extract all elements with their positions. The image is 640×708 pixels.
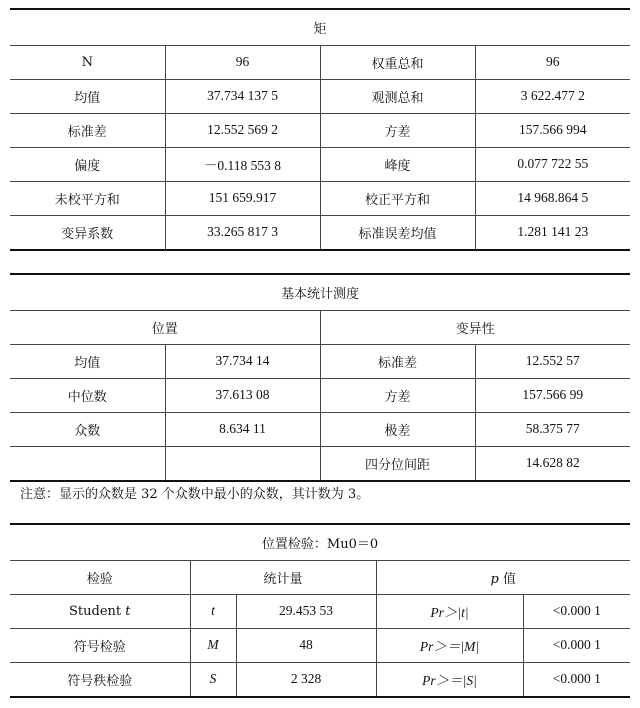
cell: 37.734 14	[165, 344, 320, 378]
header-stat: 统计量	[190, 560, 376, 594]
cell: 权重总和	[320, 45, 475, 79]
cell: 峰度	[320, 147, 475, 181]
header-location: 位置	[10, 310, 320, 344]
location-test-table	[10, 523, 630, 698]
cell: 均值	[10, 344, 165, 378]
cell	[10, 446, 165, 481]
cell: 12.552 569 2	[165, 113, 320, 147]
header-p-label: p	[490, 571, 499, 587]
moments-title: 矩	[10, 9, 630, 45]
cell: 8.634 11	[165, 412, 320, 446]
test-symbol: M	[190, 628, 236, 662]
cell: 变异系数	[10, 215, 165, 250]
cell: 37.613 08	[165, 378, 320, 412]
p-label: Pr＞|t|	[376, 594, 523, 628]
p-label: Pr＞＝|M|	[376, 628, 523, 662]
cell: 校正平方和	[320, 181, 475, 215]
cell: 未校平方和	[10, 181, 165, 215]
test-value: 48	[236, 628, 376, 662]
cell: 均值	[10, 79, 165, 113]
cell: 中位数	[10, 378, 165, 412]
test-symbol: S	[190, 662, 236, 697]
cell: －0.118 553 8	[165, 147, 320, 181]
cell: 观测总和	[320, 79, 475, 113]
cell: 3 622.477 2	[475, 79, 630, 113]
moments-table	[10, 8, 630, 251]
cell: 方差	[320, 378, 475, 412]
cell: 14.628 82	[475, 446, 630, 481]
location-test-title: 位置检验：Mu0＝0	[10, 524, 630, 560]
basic-stats-title: 基本统计测度	[10, 274, 630, 310]
cell: 157.566 99	[475, 378, 630, 412]
cell: 标准差	[10, 113, 165, 147]
cell: 12.552 57	[475, 344, 630, 378]
cell: 标准误差均值	[320, 215, 475, 250]
cell: 众数	[10, 412, 165, 446]
cell: 58.375 77	[475, 412, 630, 446]
basic-stats-table	[10, 273, 630, 482]
cell: 33.265 817 3	[165, 215, 320, 250]
cell: 极差	[320, 412, 475, 446]
p-value: <0.000 1	[523, 662, 630, 697]
cell: 偏度	[10, 147, 165, 181]
header-p: p 值	[376, 560, 630, 594]
p-value: <0.000 1	[523, 628, 630, 662]
test-name: 符号秩检验	[10, 662, 190, 697]
test-value: 2 328	[236, 662, 376, 697]
test-name: Student t	[10, 594, 190, 628]
test-name: 符号检验	[10, 628, 190, 662]
cell: 1.281 141 23	[475, 215, 630, 250]
header-variability: 变异性	[320, 310, 630, 344]
p-label: Pr＞＝|S|	[376, 662, 523, 697]
cell: 96	[165, 45, 320, 79]
cell: 151 659.917	[165, 181, 320, 215]
cell: 96	[475, 45, 630, 79]
header-test: 检验	[10, 560, 190, 594]
cell: 14 968.864 5	[475, 181, 630, 215]
p-value: <0.000 1	[523, 594, 630, 628]
cell: 四分位间距	[320, 446, 475, 481]
cell: N	[10, 45, 165, 79]
mode-note: 注意：显示的众数是 32 个众数中最小的众数，其计数为 3。	[20, 487, 370, 502]
cell: 37.734 137 5	[165, 79, 320, 113]
cell	[165, 446, 320, 481]
test-symbol: t	[190, 594, 236, 628]
cell: 方差	[320, 113, 475, 147]
cell: 157.566 994	[475, 113, 630, 147]
cell: 0.077 722 55	[475, 147, 630, 181]
cell: 标准差	[320, 344, 475, 378]
test-value: 29.453 53	[236, 594, 376, 628]
